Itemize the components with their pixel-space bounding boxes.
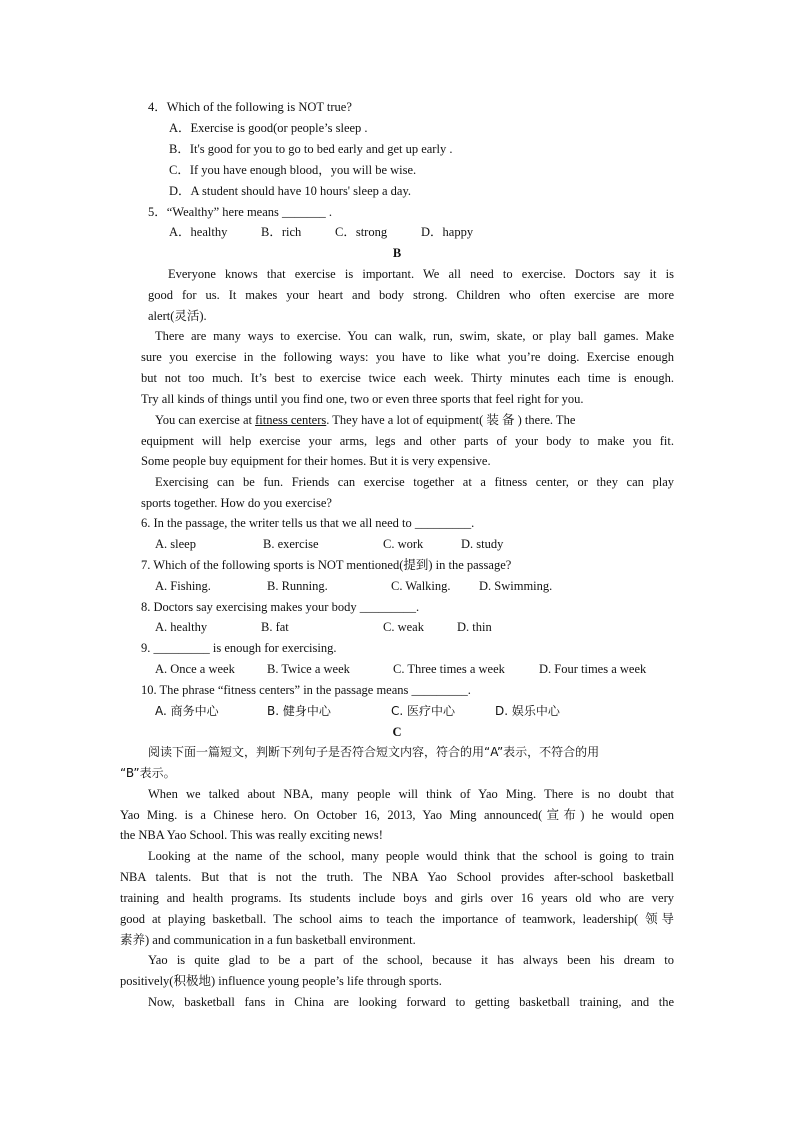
q7-option-b: B. Running. <box>267 579 328 593</box>
c-p1-line3: the NBA Yao School. This was really exciting news! <box>120 828 383 842</box>
q8-option-d: D. thin <box>457 620 492 634</box>
b-p1-line2: good for us. It makes your heart and body strong. Children who often exercise are more <box>148 288 674 302</box>
b-p3-start: You can exercise at <box>155 413 252 427</box>
c-p2-line4: good at playing basketball. The school aims to teach the importance of teamwork, leadership( 领导 <box>120 912 674 926</box>
b-p3-line3: Some people buy equipment for their homes. But it is very expensive. <box>141 454 491 468</box>
q5-stem: 5．“Wealthy” here means _______ . <box>148 205 333 219</box>
q9-option-b: B. Twice a week <box>267 662 350 676</box>
b-p2-line1: There are many ways to exercise. You can walk, run, swim, skate, or play ball games. Make <box>155 329 674 343</box>
b-p3-line1 <box>155 412 575 428</box>
q5-option-b: B．rich <box>261 225 302 239</box>
q9-option-a: A. Once a week <box>155 662 235 676</box>
q9-option-d: D. Four times a week <box>539 662 647 676</box>
c-p4-line1: Now, basketball fans in China are looking forward to getting basketball training, and the <box>148 995 674 1009</box>
q7-stem: 7. Which of the following sports is NOT mentioned(提到) in the passage? <box>141 558 512 572</box>
c-p3-line1: Yao is quite glad to be a part of the school, because it has always been his dream to <box>148 953 674 967</box>
q5-option-d: D．happy <box>421 225 474 239</box>
q9-option-c: C. Three times a week <box>393 662 505 676</box>
q8-option-b: B. fat <box>261 620 289 634</box>
b-p3-end: . They have a lot of equipment( 装 备 ) there. The <box>326 413 576 427</box>
b-p2-line2: sure you exercise in the following ways: you have to like what you’re doing. Exercise enough <box>141 350 674 364</box>
q6-option-b: B. exercise <box>263 537 319 551</box>
section-b-heading: B <box>392 246 402 260</box>
q4-stem: 4．Which of the following is NOT true? <box>148 100 352 114</box>
c-p2-line3: training and health programs. Its students include boys and girls over 16 years old who are very <box>120 891 674 905</box>
b-p4-line2: sports together. How do you exercise? <box>141 496 332 510</box>
q7-option-a: A. Fishing. <box>155 579 211 593</box>
q8-option-a: A. healthy <box>155 620 208 634</box>
c-p2-line2: NBA talents. But that is not the truth. The NBA Yao School provides after-school basketball <box>120 870 674 884</box>
q5-option-a: A．healthy <box>169 225 228 239</box>
q8-option-c: C. weak <box>383 620 424 634</box>
q6-option-a: A. sleep <box>155 537 196 551</box>
c-instruction-line1: 阅读下面一篇短文，判断下列句子是否符合短文内容，符合的用“A”表示，不符合的用 <box>148 745 600 759</box>
b-p4-line1: Exercising can be fun. Friends can exercise together at a fitness center, or they can play <box>155 475 674 489</box>
q5-option-c: C．strong <box>335 225 388 239</box>
b-p1-line3: alert(灵活). <box>148 309 207 323</box>
q9-stem: 9. _________ is enough for exercising. <box>141 641 337 655</box>
q8-stem: 8. Doctors say exercising makes your body _________. <box>141 600 420 614</box>
q4-option-c: C．If you have enough blood，you will be wise. <box>169 163 417 177</box>
b-p3-line2: equipment will help exercise your arms, legs and other parts of your body to make you fit. <box>141 434 674 448</box>
b-p2-line3: but not too much. It’s best to exercise twice each week. Thirty minutes each time is enough. <box>141 371 674 385</box>
b-p1-line1: Everyone knows that exercise is important. We all need to exercise. Doctors say it is <box>168 267 674 281</box>
q10-option-a: A. 商务中心 <box>155 704 219 718</box>
q4-option-a: A．Exercise is good(or people’s sleep . <box>169 121 368 135</box>
q4-option-d: D．A student should have 10 hours' sleep a day. <box>169 184 412 198</box>
q4-option-b: B．It's good for you to go to bed early and get up early . <box>169 142 453 156</box>
c-instruction-line2: “B”表示。 <box>120 766 176 780</box>
q10-option-b: B. 健身中心 <box>267 704 331 718</box>
q7-option-c: C. Walking. <box>391 579 451 593</box>
section-c-heading: C <box>392 725 402 739</box>
c-p1-line2: Yao Ming. is a Chinese hero. On October 16, 2013, Yao Ming announced(宣布) he would open <box>120 808 674 822</box>
c-p1-line1: When we talked about NBA, many people will think of Yao Ming. There is no doubt that <box>148 787 674 801</box>
b-p2-line4: Try all kinds of things until you find one, two or even three sports that feel right for you. <box>141 392 584 406</box>
q7-option-d: D. Swimming. <box>479 579 553 593</box>
q6-option-d: D. study <box>461 537 504 551</box>
q10-option-c: C. 医疗中心 <box>391 704 456 718</box>
q6-option-c: C. work <box>383 537 424 551</box>
c-p2-line1: Looking at the name of the school, many people would think that the school is going to train <box>148 849 674 863</box>
q10-option-d: D. 娱乐中心 <box>495 704 560 718</box>
c-p2-line5: 素养) and communication in a fun basketball environment. <box>120 933 416 947</box>
fitness-centers-term: fitness centers <box>255 413 327 427</box>
q6-stem: 6. In the passage, the writer tells us that we all need to _________. <box>141 516 475 530</box>
q10-stem: 10. The phrase “fitness centers” in the passage means _________. <box>141 683 471 697</box>
c-p3-line2: positively(积极地) influence young people’s life through sports. <box>120 974 442 988</box>
